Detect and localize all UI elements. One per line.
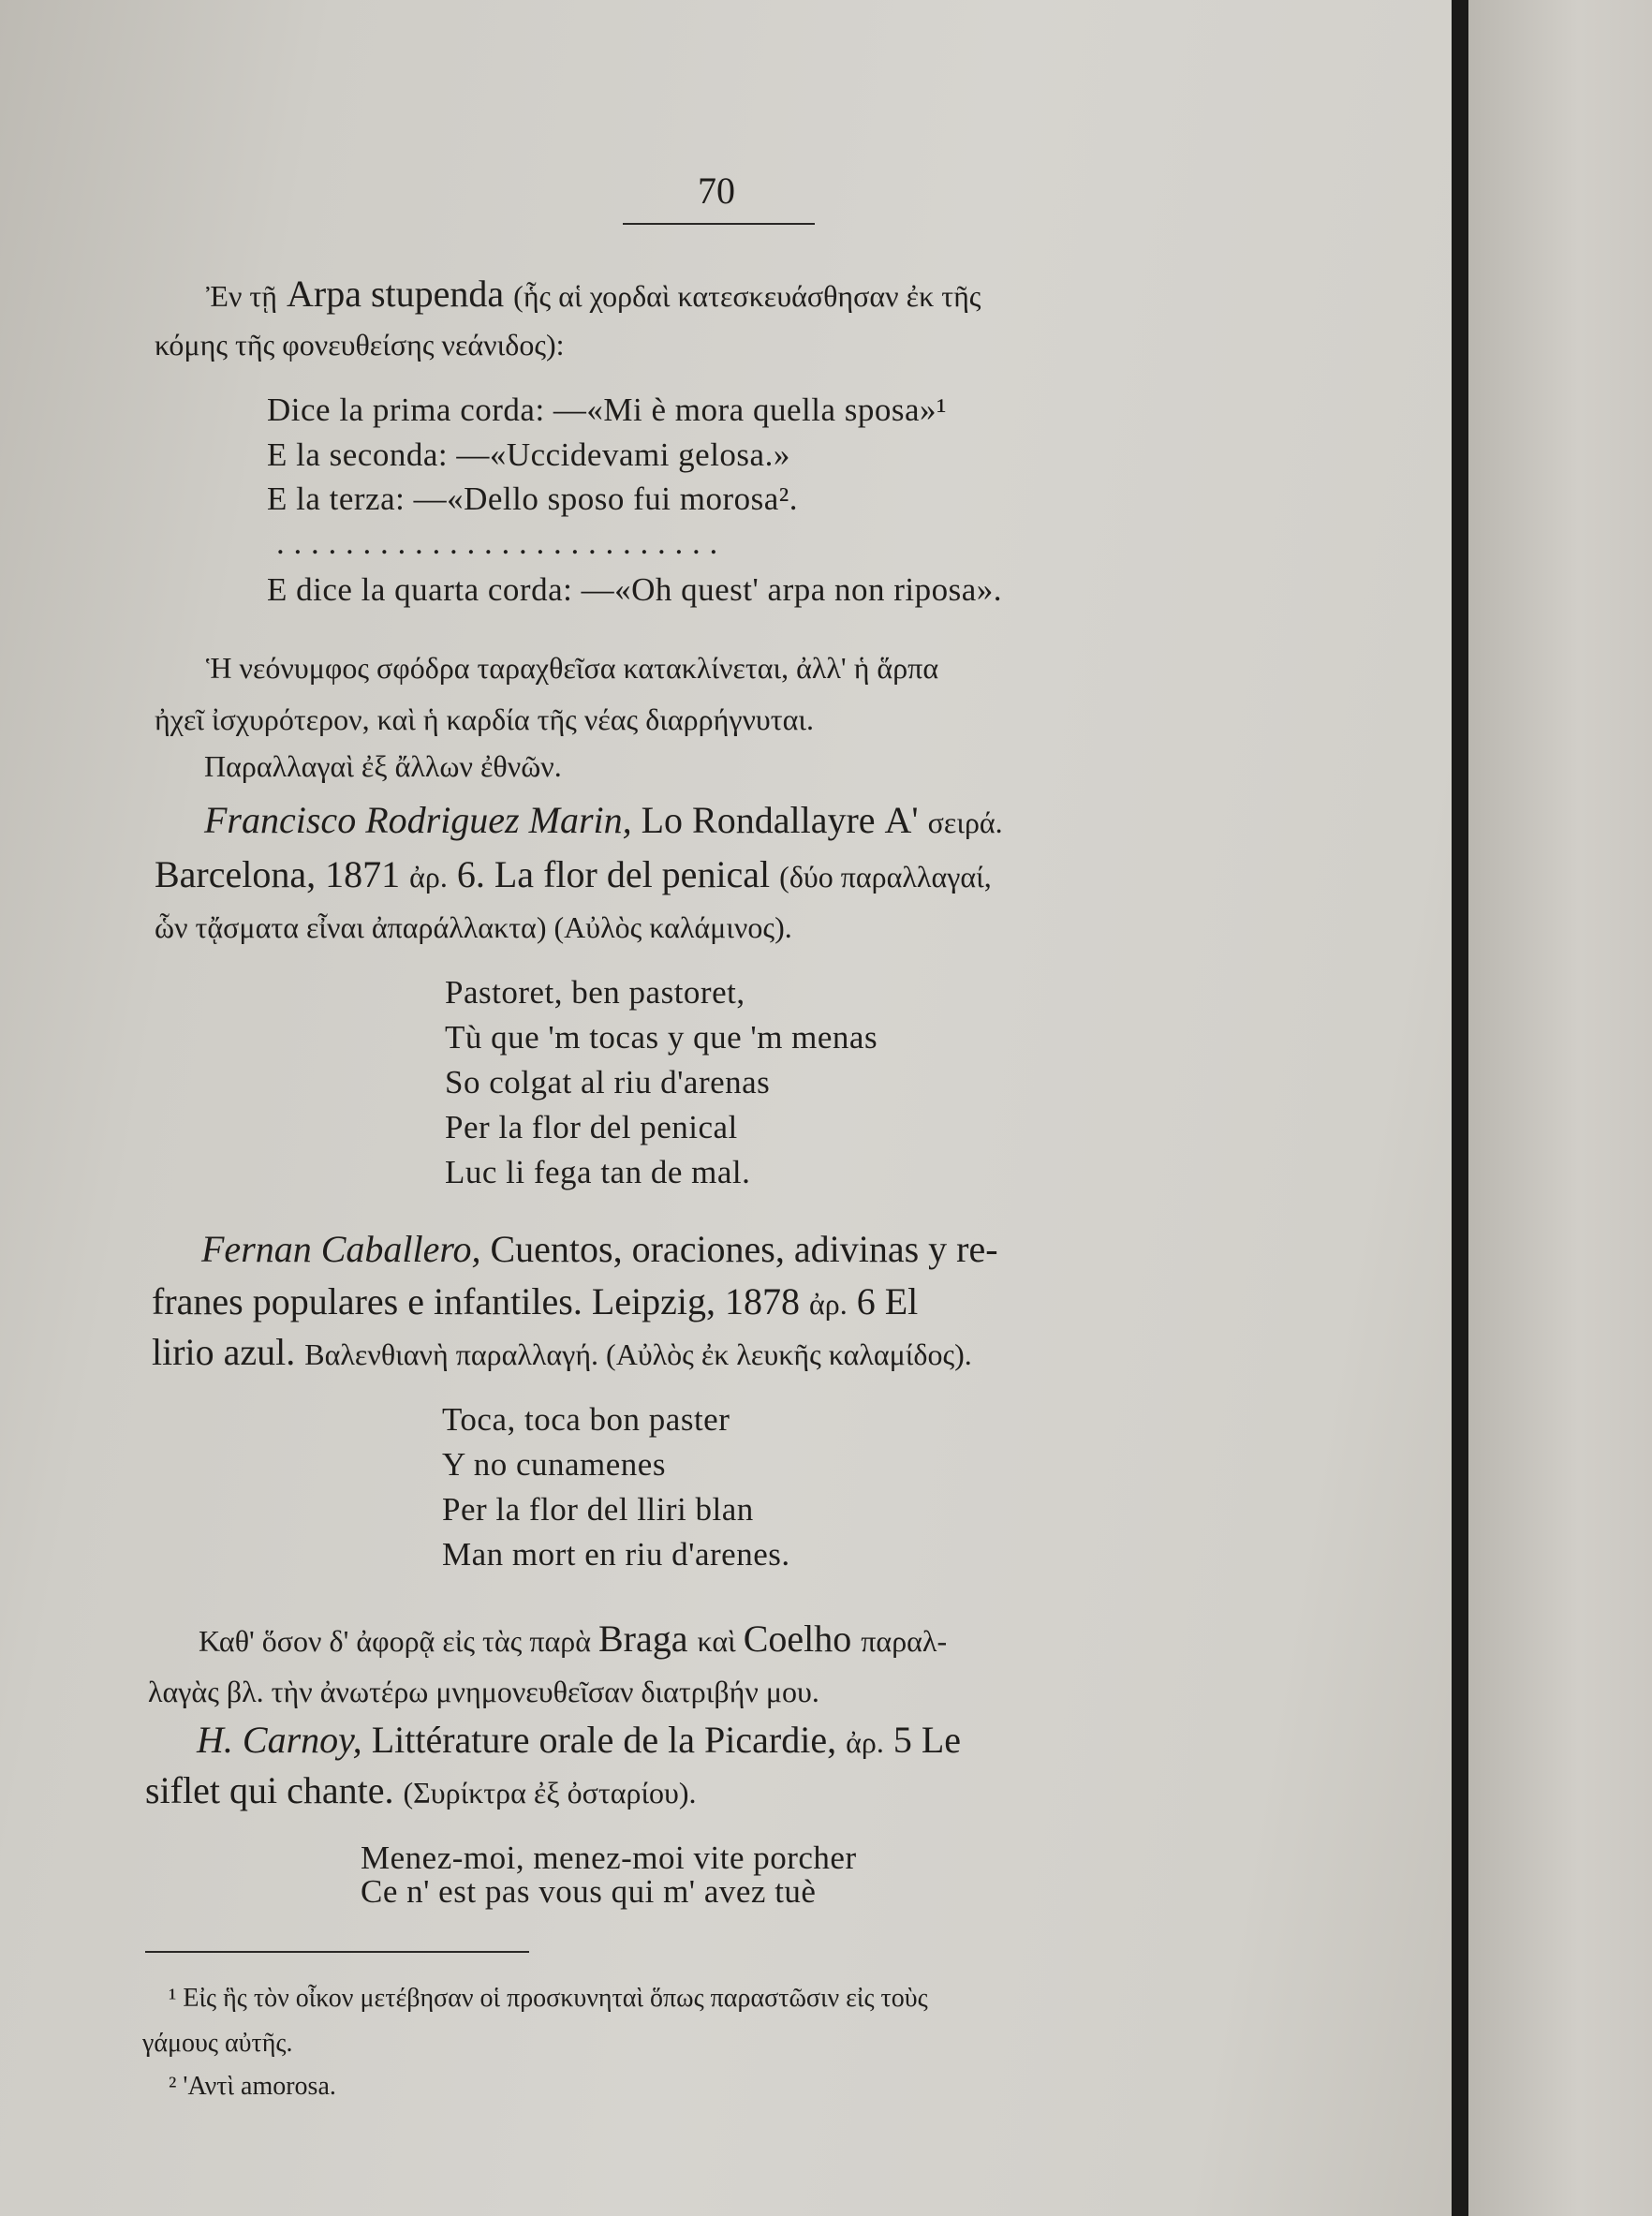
para3-text: Barcelona, 1871 — [155, 853, 410, 895]
book-binding-edge — [1452, 0, 1468, 2216]
para1-greek-b: (ἧς αἱ χορδαὶ κατεσκευάσθησαν ἐκ τῆς — [513, 279, 981, 313]
verse3-line: Per la flor del lliri blan — [442, 1491, 754, 1528]
para2-line: Παραλλαγαὶ ἐξ ἄλλων ἐθνῶν. — [204, 749, 562, 783]
para6-greek: ἀρ. — [846, 1725, 884, 1759]
verse2-line: Luc li fega tan de mal. — [445, 1154, 751, 1190]
para4-line3 — [152, 1330, 972, 1374]
facing-page-margin — [1468, 0, 1652, 2216]
para5-text: Braga — [597, 1618, 698, 1660]
footnote-2: ² 'Αντὶ amorosa. — [169, 2072, 336, 2101]
verse2-line: Pastoret, ben pastoret, — [445, 974, 745, 1011]
footnote-1-line2: γάμους αὐτῆς. — [142, 2029, 293, 2058]
para5-line2: λαγὰς βλ. τὴν ἀνωτέρω μνημονευθεῖσαν διατριβήν μου. — [148, 1675, 819, 1708]
verse3-line: Toca, toca bon paster — [442, 1401, 730, 1438]
para3-greek: σειρά. — [927, 805, 1003, 839]
verse1-line: E dice la quarta corda: —«Oh quest' arpa non riposa». — [267, 571, 1003, 608]
para4-author: Fernan Caballero, — [201, 1228, 481, 1270]
para1-latin: Arpa stupenda — [277, 273, 514, 315]
footnote-rule — [145, 1951, 529, 1953]
para1-line1 — [206, 272, 981, 316]
para6-greek: (Συρίκτρα ἐξ ὀσταρίου). — [403, 1776, 697, 1810]
para4-text: 6 El — [847, 1280, 919, 1322]
para3-line2 — [155, 852, 992, 896]
para2-line: ἠχεῖ ἰσχυρότερον, καὶ ἡ καρδία τῆς νέας διαρρήγνυται. — [155, 702, 814, 736]
para1-line2: κόμης τῆς φονευθείσης νεάνιδος): — [155, 328, 565, 362]
verse2-line: Tù que 'm tocas y que 'm menas — [445, 1019, 878, 1056]
para6-line1 — [197, 1718, 961, 1762]
para5-greek: παραλ- — [861, 1624, 948, 1658]
para3-text: 6. La flor del penical — [447, 853, 780, 895]
page-number: 70 — [698, 170, 735, 212]
para4-text: lirio azul. — [152, 1331, 305, 1373]
para4-text: Cuentos, oraciones, adivinas y re- — [480, 1228, 998, 1270]
para4-greek: ἀρ. — [809, 1287, 848, 1321]
para3-text: Lo Rondallayre Α' — [631, 799, 928, 841]
footnote-1-line1: ¹ Εἰς ἣς τὸν οἶκον μετέβησαν οἱ προσκυνηταὶ ὅπως παραστῶσιν εἰς τοὺς — [169, 1984, 928, 2013]
para4-line1 — [201, 1227, 998, 1271]
verse1-line: Dice la prima corda: —«Mi è mora quella sposa»¹ — [267, 391, 947, 428]
para6-line2 — [145, 1768, 697, 1812]
verse2-line: So colgat al riu d'arenas — [445, 1064, 771, 1101]
verse1-line: E la seconda: —«Uccidevami gelosa.» — [267, 436, 790, 473]
para5-line1 — [199, 1617, 947, 1661]
para2-line: Ἡ νεόνυμφος σφόδρα ταραχθεῖσα κατακλίνεται, ἀλλ' ἡ ἅρπα — [206, 651, 939, 685]
para6-text: siflet qui chante. — [145, 1769, 404, 1811]
para3-line3: ὧν τᾄσματα εἶναι ἀπαράλλακτα) (Αὐλὸς καλάμινος). — [155, 910, 792, 944]
para5-greek: καὶ — [697, 1624, 744, 1658]
verse1-ellipsis: . . . . . . . . . . . . . . . . . . . . . . . . . . — [276, 524, 718, 561]
para3-line1 — [204, 798, 1003, 842]
para3-greek: ἀρ. — [409, 860, 448, 894]
verse1-line: E la terza: —«Dello sposo fui morosa². — [267, 480, 799, 517]
para5-text: Coelho — [743, 1618, 862, 1660]
para3-greek: (δύο παραλλαγαί, — [779, 860, 992, 894]
para6-text: Littérature orale de la Picardie, — [361, 1719, 847, 1761]
verse4-line: Ce n' est pas vous qui m' avez tuè — [361, 1873, 817, 1910]
para4-text: franes populares e infantiles. Leipzig, 1878 — [152, 1280, 809, 1322]
verse4-line: Menez-moi, menez-moi vite porcher — [361, 1839, 857, 1876]
para3-author: Francisco Rodriguez Marin, — [204, 799, 632, 841]
para4-line2 — [152, 1279, 918, 1323]
verse3-line: Y no cunamenes — [442, 1446, 666, 1483]
page-number-rule — [623, 223, 815, 225]
verse3-line: Man mort en riu d'arenes. — [442, 1536, 790, 1573]
verse2-line: Per la flor del penical — [445, 1109, 738, 1145]
para6-text: 5 Le — [883, 1719, 962, 1761]
para1-greek-a: Ἐν τῇ — [206, 279, 277, 313]
para6-author: H. Carnoy, — [197, 1719, 362, 1761]
para5-greek: Καθ' ὅσον δ' ἀφορᾷ εἰς τὰς παρὰ — [199, 1624, 598, 1658]
para4-greek: Βαλενθιανὴ παραλλαγή. (Αὐλὸς ἐκ λευκῆς καλαμίδος). — [304, 1337, 972, 1371]
